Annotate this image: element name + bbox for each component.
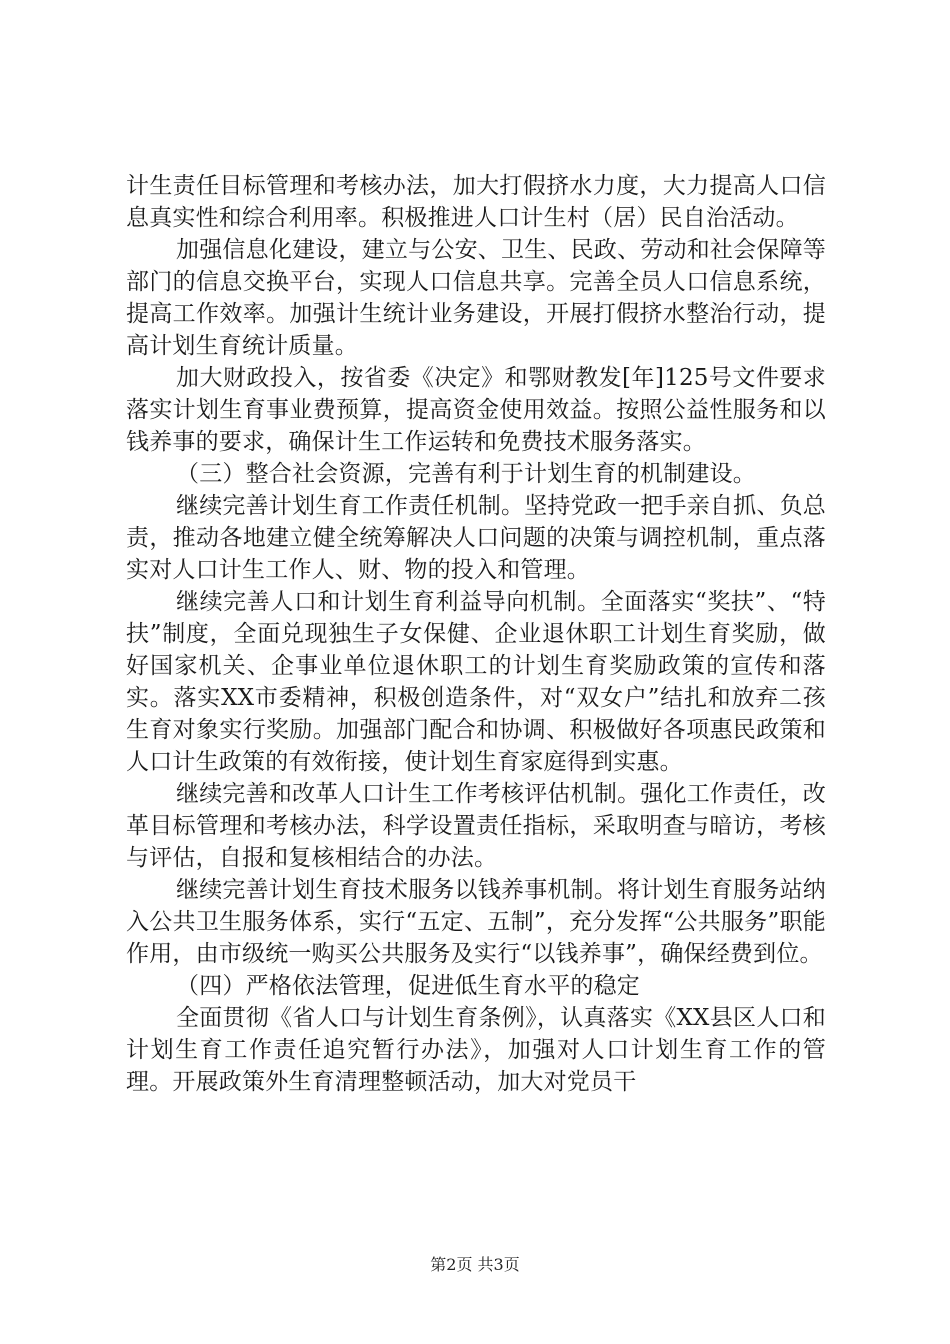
paragraph-7: 继续完善计划生育技术服务以钱养事机制。将计划生育服务站纳入公共卫生服务体系，实行“五定、五制”，充分发挥“公共服务”职能作用，由市级统一购买公共服务及实行“以钱养事”，确保经费到位。 [126, 877, 826, 967]
paragraph-4: 继续完善计划生育工作责任机制。坚持党政一把手亲自抓、负总责，推动各地建立健全统筹解决人口问题的决策与调控机制，重点落实对人口计生工作人、财、物的投入和管理。 [126, 493, 826, 583]
section-heading-4: （四）严格依法管理，促进低生育水平的稳定 [176, 973, 640, 999]
paragraph-6: 继续完善和改革人口计生工作考核评估机制。强化工作责任，改革目标管理和考核办法，科学设置责任指标，采取明查与暗访，考核与评估，自报和复核相结合的办法。 [126, 781, 826, 871]
page-number-footer: 第2页 共3页 [430, 1255, 520, 1274]
paragraph-8: 全面贯彻《省人口与计划生育条例》，认真落实《XX县区人口和计划生育工作责任追究暂行办法》，加强对人口计划生育工作的管理。开展政策外生育清理整顿活动，加大对党员干 [126, 1005, 826, 1095]
paragraph-1: 计生责任目标管理和考核办法，加大打假挤水力度，大力提高人口信息真实性和综合利用率。积极推进人口计生村（居）民自治活动。 [126, 173, 826, 231]
paragraph-3: 加大财政投入，按省委《决定》和鄂财教发[年]125号文件要求落实计划生育事业费预算，提高资金使用效益。按照公益性服务和以钱养事的要求，确保计生工作运转和免费技术服务落实。 [126, 365, 826, 455]
section-heading-3: （三）整合社会资源，完善有利于计划生育的机制建设。 [176, 461, 756, 487]
paragraph-5: 继续完善人口和计划生育利益导向机制。全面落实“奖扶”、“特扶”制度，全面兑现独生子女保健、企业退休职工计划生育奖励，做好国家机关、企事业单位退休职工的计划生育奖励政策的宣传和落实。落实XX市委精神，积极创造条件，对“双女户”结扎和放弃二孩生育对象实行奖励。加强部门配合和协调、积极做好各项惠民政策和人口计生政策的有效衔接，使计划生育家庭得到实惠。 [126, 589, 826, 775]
paragraph-2: 加强信息化建设，建立与公安、卫生、民政、劳动和社会保障等部门的信息交换平台，实现人口信息共享。完善全员人口信息系统，提高工作效率。加强计生统计业务建设，开展打假挤水整治行动，提高计划生育统计质量。 [126, 237, 826, 359]
document-body [126, 170, 826, 1098]
